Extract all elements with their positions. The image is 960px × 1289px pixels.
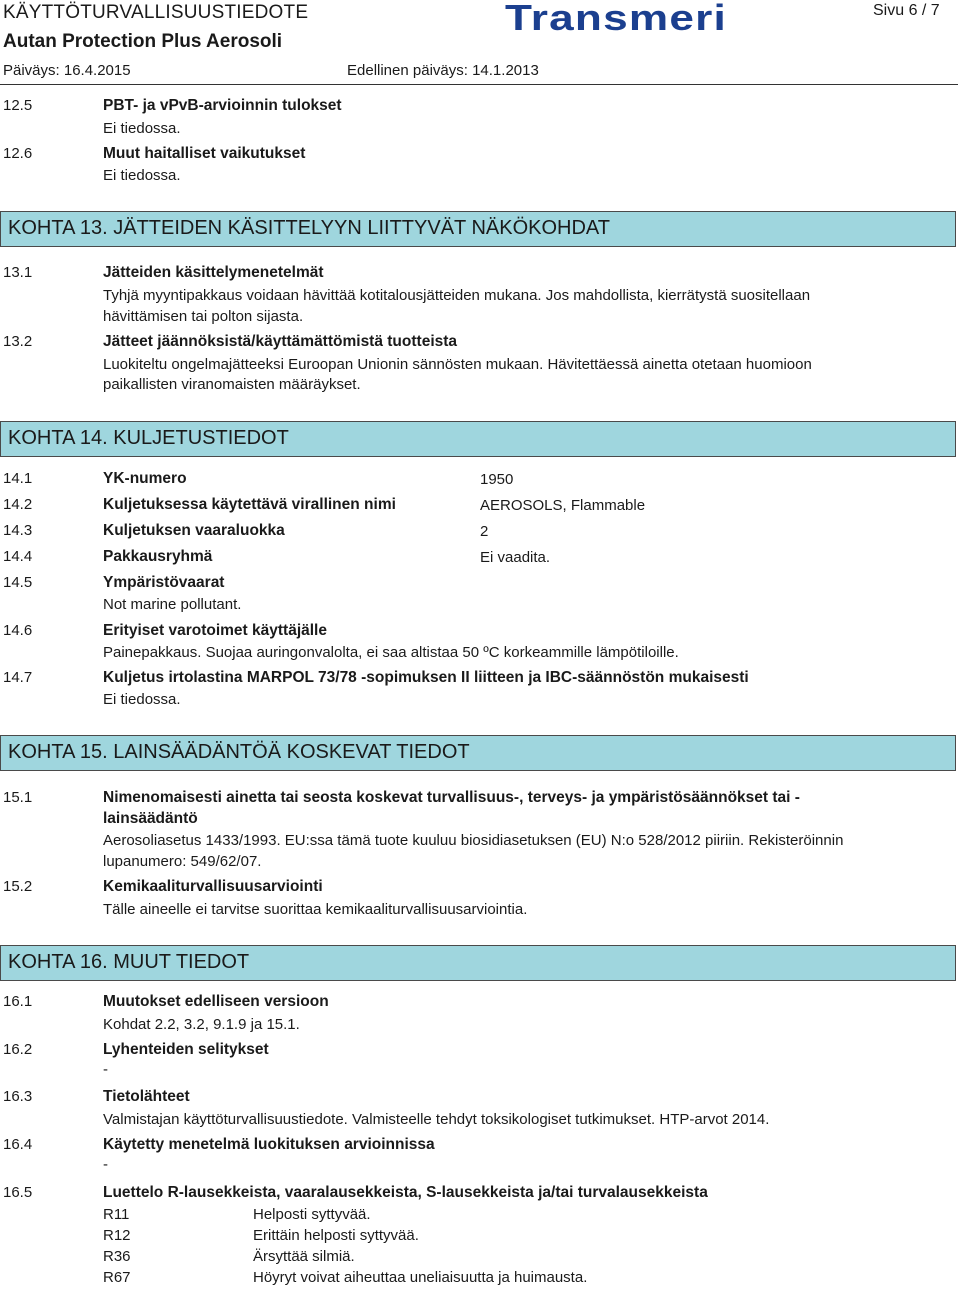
item-text: Ei tiedossa.	[103, 691, 181, 708]
header-divider	[0, 84, 958, 85]
phrase-code: R12	[103, 1227, 131, 1244]
item-number: 14.7	[3, 669, 33, 686]
item-number: 14.5	[3, 574, 33, 591]
item-title: lainsäädäntö	[103, 810, 198, 827]
page-number: Sivu 6 / 7	[873, 2, 940, 19]
item-title: Pakkausryhmä	[103, 548, 213, 565]
section-heading-text: KOHTA 14. KULJETUSTIEDOT	[8, 427, 289, 449]
item-text: Painepakkaus. Suojaa auringonvalolta, ei saa altistaa 50 ºC korkeammille lämpötiloille.	[103, 644, 679, 661]
item-number: 13.2	[3, 333, 33, 350]
item-title: Käytetty menetelmä luokituksen arvioinnissa	[103, 1136, 435, 1153]
transmeri-logo	[505, 0, 735, 40]
item-value: 2	[480, 523, 489, 540]
item-title: Kuljetus irtolastina MARPOL 73/78 -sopimuksen II liitteen ja IBC-säännöstön mukaisesti	[103, 669, 749, 686]
item-value: 1950	[480, 471, 514, 488]
phrase-text: Ärsyttää silmiä.	[253, 1248, 355, 1265]
phrase-code: R67	[103, 1269, 131, 1286]
section-16-heading	[0, 945, 956, 981]
item-number: 14.4	[3, 548, 33, 565]
item-title: Erityiset varotoimet käyttäjälle	[103, 622, 327, 639]
item-title: Kuljetuksessa käytettävä virallinen nimi	[103, 496, 396, 513]
item-text: -	[103, 1061, 108, 1078]
item-text: Valmistajan käyttöturvallisuustiedote. Valmisteelle tehdyt toksikologiset tutkimukset. HTP-arvot 2014.	[103, 1111, 770, 1128]
item-number: 16.2	[3, 1041, 33, 1058]
item-text: Aerosoliasetus 1433/1993. EU:ssa tämä tuote kuuluu biosidiasetuksen (EU) N:o 528/2012 piiriin. Rekisteröinnin	[103, 832, 844, 849]
item-number: 16.1	[3, 993, 33, 1010]
section-heading-text: KOHTA 16. MUUT TIEDOT	[8, 951, 250, 973]
item-value: Ei vaadita.	[480, 549, 551, 566]
item-value: AEROSOLS, Flammable	[480, 497, 646, 514]
phrase-code: R36	[103, 1248, 131, 1265]
phrase-text: Helposti syttyvää.	[253, 1206, 371, 1223]
item-number: 16.3	[3, 1088, 33, 1105]
previous-date: Edellinen päiväys: 14.1.2013	[347, 62, 539, 79]
item-text: Kohdat 2.2, 3.2, 9.1.9 ja 15.1.	[103, 1016, 300, 1033]
item-text: Ei tiedossa.	[103, 167, 181, 184]
item-text: hävittämisen tai polton sijasta.	[103, 308, 304, 325]
item-title: Jätteiden käsittelymenetelmät	[103, 264, 324, 281]
item-title: PBT- ja vPvB-arvioinnin tulokset	[103, 97, 342, 114]
phrase-text: Erittäin helposti syttyvää.	[253, 1227, 419, 1244]
phrase-code: R11	[103, 1206, 130, 1223]
item-number: 15.2	[3, 878, 33, 895]
item-number: 16.5	[3, 1184, 33, 1201]
section-14-heading	[0, 421, 956, 457]
item-number: 15.1	[3, 789, 33, 806]
issue-date: Päiväys: 16.4.2015	[3, 62, 131, 79]
item-number: 12.5	[3, 97, 33, 114]
item-text: Luokiteltu ongelmajätteeksi Euroopan Unionin sännösten mukaan. Hävitettäessä ainetta otetaan huomioon	[103, 356, 812, 373]
item-number: 14.2	[3, 496, 33, 513]
item-title: YK-numero	[103, 470, 187, 487]
logo-text: Transmeri	[505, 0, 727, 36]
item-number: 16.4	[3, 1136, 33, 1153]
item-title: Kuljetuksen vaaraluokka	[103, 522, 285, 539]
item-title: Tietolähteet	[103, 1088, 190, 1105]
item-number: 12.6	[3, 145, 33, 162]
item-title: Lyhenteiden selitykset	[103, 1041, 269, 1058]
item-text: -	[103, 1156, 108, 1173]
item-title: Muutokset edelliseen versioon	[103, 993, 329, 1010]
item-text: lupanumero: 549/62/07.	[103, 853, 262, 870]
item-number: 14.3	[3, 522, 33, 539]
item-title: Kemikaaliturvallisuusarviointi	[103, 878, 323, 895]
item-number: 13.1	[3, 264, 33, 281]
item-text: Tyhjä myyntipakkaus voidaan hävittää kotitalousjätteiden mukana. Jos mahdollista, kierrätystä suositellaan	[103, 287, 811, 304]
item-title: Ympäristövaarat	[103, 574, 225, 591]
section-heading-text: KOHTA 13. JÄTTEIDEN KÄSITTELYYN LIITTYVÄT NÄKÖKOHDAT	[8, 217, 610, 239]
item-text: paikallisten viranomaisten määräykset.	[103, 376, 361, 393]
product-name: Autan Protection Plus Aerosoli	[3, 31, 283, 52]
phrase-text: Höyryt voivat aiheuttaa uneliaisuutta ja huimausta.	[253, 1269, 588, 1286]
item-number: 14.6	[3, 622, 33, 639]
section-15-heading	[0, 735, 956, 771]
section-heading-text: KOHTA 15. LAINSÄÄDÄNTÖÄ KOSKEVAT TIEDOT	[8, 741, 470, 763]
item-title: Muut haitalliset vaikutukset	[103, 145, 306, 162]
section-13-heading	[0, 211, 956, 247]
item-text: Not marine pollutant.	[103, 596, 242, 613]
item-title: Nimenomaisesti ainetta tai seosta koskevat turvallisuus-, terveys- ja ympäristösäännökset tai -	[103, 789, 800, 806]
item-title: Luettelo R-lausekkeista, vaaralausekkeista, S-lausekkeista ja/tai turvalausekkeista	[103, 1184, 708, 1201]
item-text: Ei tiedossa.	[103, 120, 181, 137]
item-text: Tälle aineelle ei tarvitse suorittaa kemikaaliturvallisuusarviointia.	[103, 901, 528, 918]
document-type: KÄYTTÖTURVALLISUUSTIEDOTE	[3, 2, 309, 23]
item-title: Jätteet jäännöksistä/käyttämättömistä tuotteista	[103, 333, 458, 350]
item-number: 14.1	[3, 470, 33, 487]
